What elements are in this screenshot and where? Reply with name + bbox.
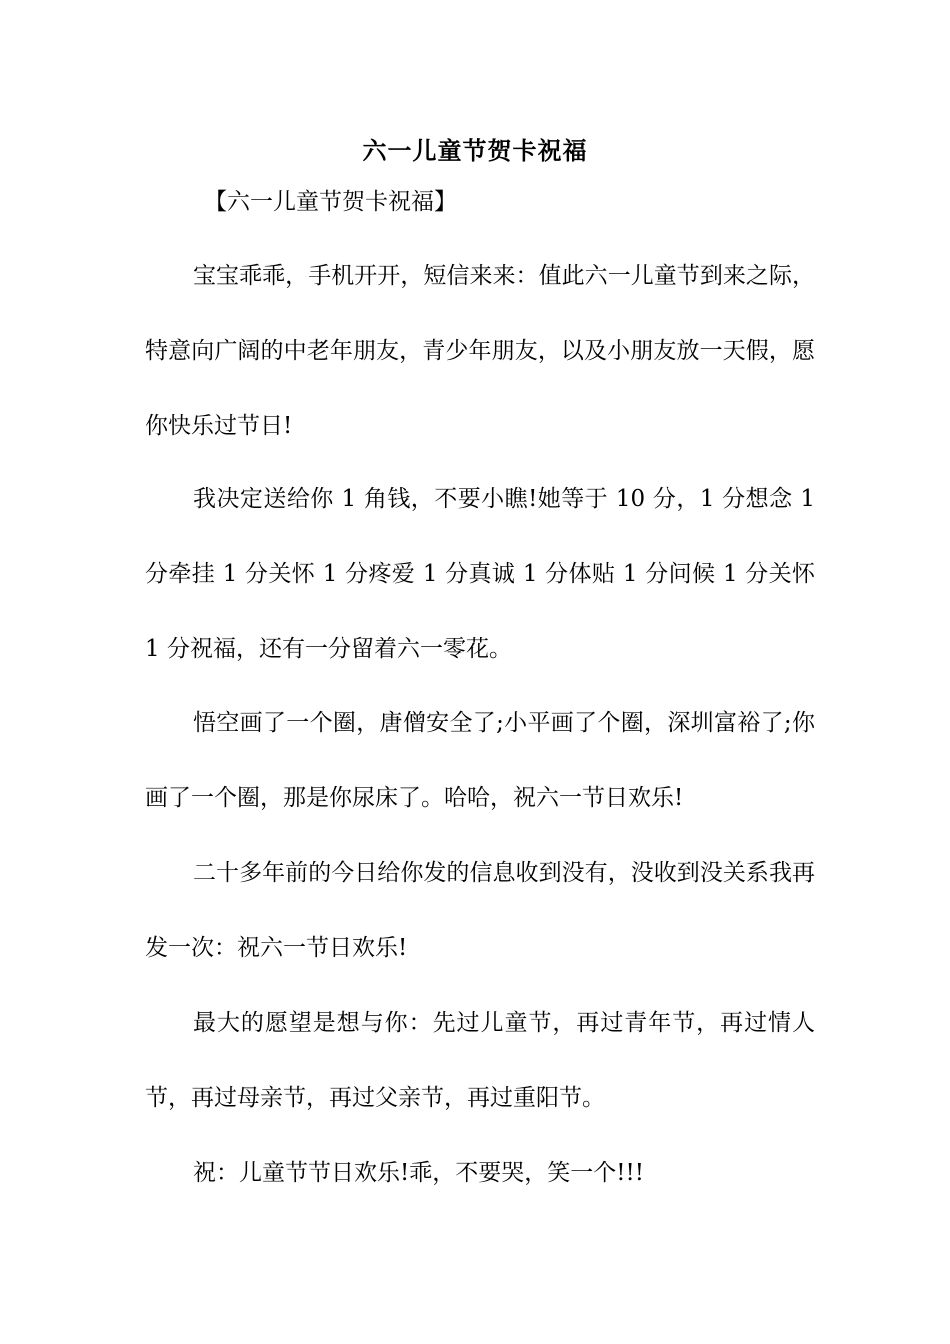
paragraph-6: 祝：儿童节节日欢乐!乖，不要哭，笑一个!!! — [193, 1160, 644, 1186]
document-subtitle: 【六一儿童节贺卡祝福】 — [204, 189, 457, 215]
paragraph-3: 悟空画了一个圈，唐僧安全了;小平画了个圈，深圳富裕了;你画了一个圈，那是你尿床了。哈哈，祝六一节日欢乐! — [145, 710, 815, 811]
paragraph-2: 我决定送给你 1 角钱，不要小瞧!她等于 10 分，1 分想念 1 分牵挂 1 分关怀 1 分疼爱 1 分真诚 1 分体贴 1 分问候 1 分关怀 1 分祝福，还有一分留着六一零花。 — [145, 486, 815, 662]
document-title: 六一儿童节贺卡祝福 — [362, 136, 588, 165]
paragraph-1: 宝宝乖乖，手机开开，短信来来：值此六一儿童节到来之际，特意向广阔的中老年朋友，青少年朋友，以及小朋友放一天假，愿你快乐过节日! — [145, 263, 815, 439]
paragraph-4: 二十多年前的今日给你发的信息收到没有，没收到没关系我再发一次：祝六一节日欢乐! — [145, 860, 815, 961]
paragraph-5: 最大的愿望是想与你：先过儿童节，再过青年节，再过情人节，再过母亲节，再过父亲节，再过重阳节。 — [145, 1010, 815, 1111]
